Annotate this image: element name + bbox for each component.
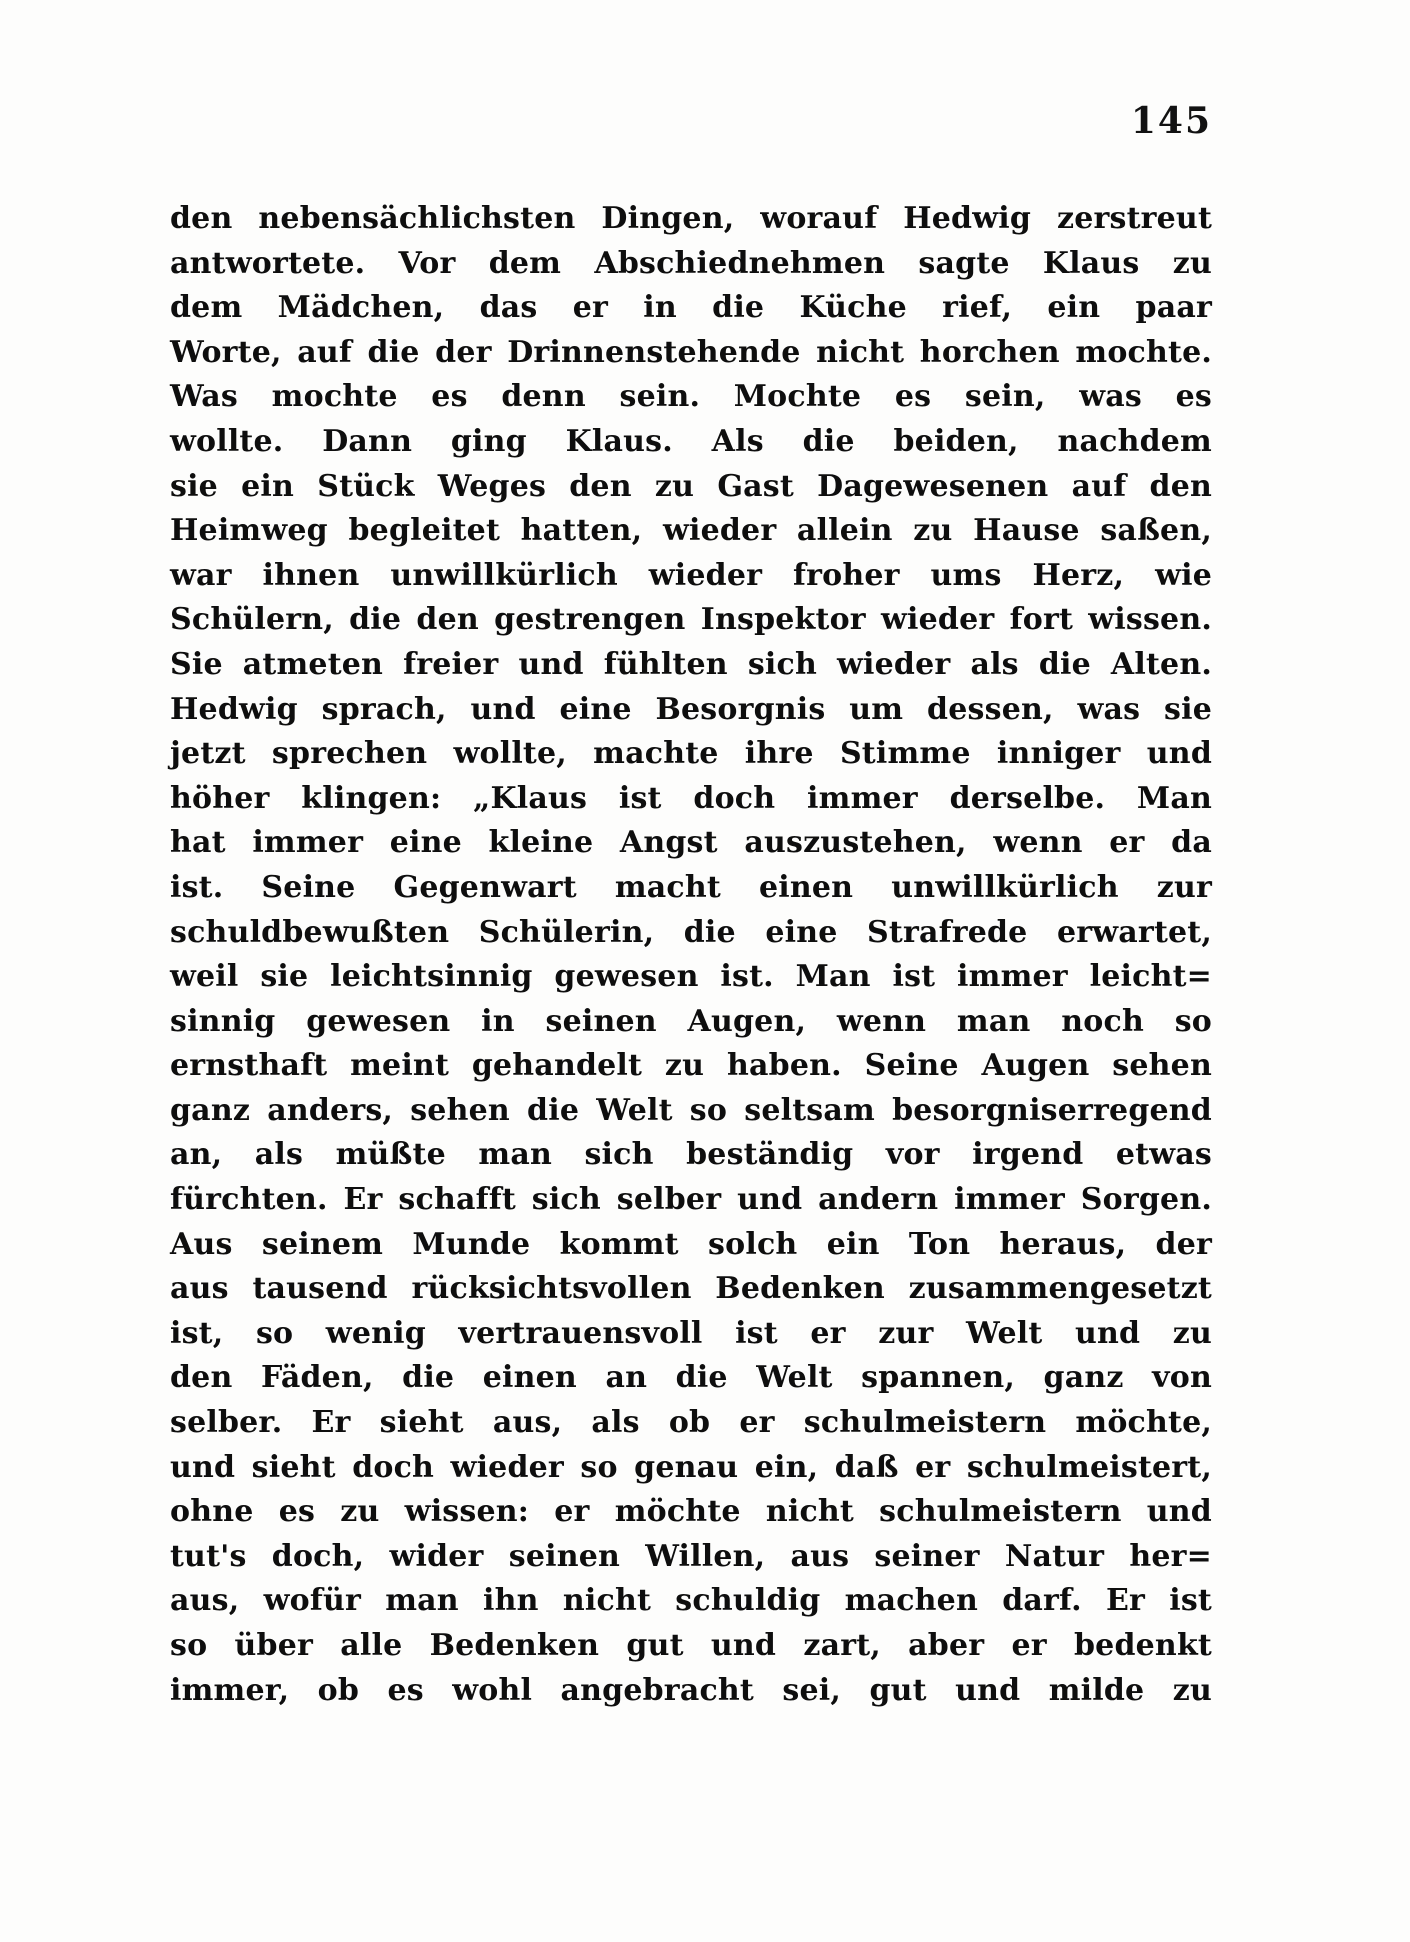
text-line: Was mochte es denn sein. Mochte es sein, was es [170, 379, 1212, 415]
text-line: ist. Seine Gegenwart macht einen unwillkürlich zur [170, 869, 1212, 905]
text-line: ernsthaft meint gehandelt zu haben. Seine Augen sehen [170, 1048, 1212, 1084]
text-line: tut's doch, wider seinen Willen, aus seiner Natur her= [170, 1538, 1212, 1574]
page-number: 145 [1130, 100, 1212, 142]
text-line: weil sie leichtsinnig gewesen ist. Man ist immer leicht= [170, 959, 1212, 995]
text-line: ohne es zu wissen: er möchte nicht schulmeistern und [170, 1494, 1212, 1530]
body-text [170, 197, 1212, 1713]
text-line: sinnig gewesen in seinen Augen, wenn man noch so [170, 1003, 1212, 1039]
text-line: aus, wofür man ihn nicht schuldig machen darf. Er ist [170, 1583, 1212, 1619]
text-line: dem Mädchen, das er in die Küche rief, ein paar [170, 290, 1212, 326]
text-line: Sie atmeten freier und fühlten sich wieder als die Alten. [170, 646, 1212, 682]
text-line: sie ein Stück Weges den zu Gast Dagewesenen auf den [170, 468, 1212, 504]
text-line: höher klingen: „Klaus ist doch immer derselbe. Man [170, 780, 1212, 816]
text-line: wollte. Dann ging Klaus. Als die beiden, nachdem [170, 423, 1212, 459]
text-line: war ihnen unwillkürlich wieder froher ums Herz, wie [170, 557, 1212, 593]
text-line: schuldbewußten Schülerin, die eine Strafrede erwartet, [170, 914, 1212, 950]
text-line: Worte, auf die der Drinnenstehende nicht horchen mochte. [170, 334, 1212, 370]
text-line: fürchten. Er schafft sich selber und andern immer Sorgen. [170, 1182, 1212, 1218]
text-line: antwortete. Vor dem Abschiednehmen sagte Klaus zu [170, 245, 1212, 281]
text-line: selber. Er sieht aus, als ob er schulmeistern möchte, [170, 1405, 1212, 1441]
text-line: den Fäden, die einen an die Welt spannen, ganz von [170, 1360, 1212, 1396]
text-line: ganz anders, sehen die Welt so seltsam besorgniserregend [170, 1092, 1212, 1128]
text-line: an, als müßte man sich beständig vor irgend etwas [170, 1137, 1212, 1173]
text-line: immer, ob es wohl angebracht sei, gut und milde zu [170, 1672, 1212, 1708]
text-line: hat immer eine kleine Angst auszustehen, wenn er da [170, 825, 1212, 861]
text-line: aus tausend rücksichtsvollen Bedenken zusammengesetzt [170, 1271, 1212, 1307]
text-line: jetzt sprechen wollte, machte ihre Stimme inniger und [170, 736, 1212, 772]
text-line: den nebensächlichsten Dingen, worauf Hedwig zerstreut [170, 201, 1212, 236]
text-line: Hedwig sprach, und eine Besorgnis um dessen, was sie [170, 691, 1212, 727]
text-line: ist, so wenig vertrauensvoll ist er zur Welt und zu [170, 1315, 1212, 1351]
text-line: Schülern, die den gestrengen Inspektor wieder fort wissen. [170, 602, 1212, 638]
text-line: so über alle Bedenken gut und zart, aber er bedenkt [170, 1628, 1212, 1663]
text-line: Aus seinem Munde kommt solch ein Ton heraus, der [170, 1226, 1212, 1262]
text-line: und sieht doch wieder so genau ein, daß er schulmeistert, [170, 1449, 1212, 1485]
text-line: Heimweg begleitet hatten, wieder allein zu Hause saßen, [170, 513, 1212, 549]
